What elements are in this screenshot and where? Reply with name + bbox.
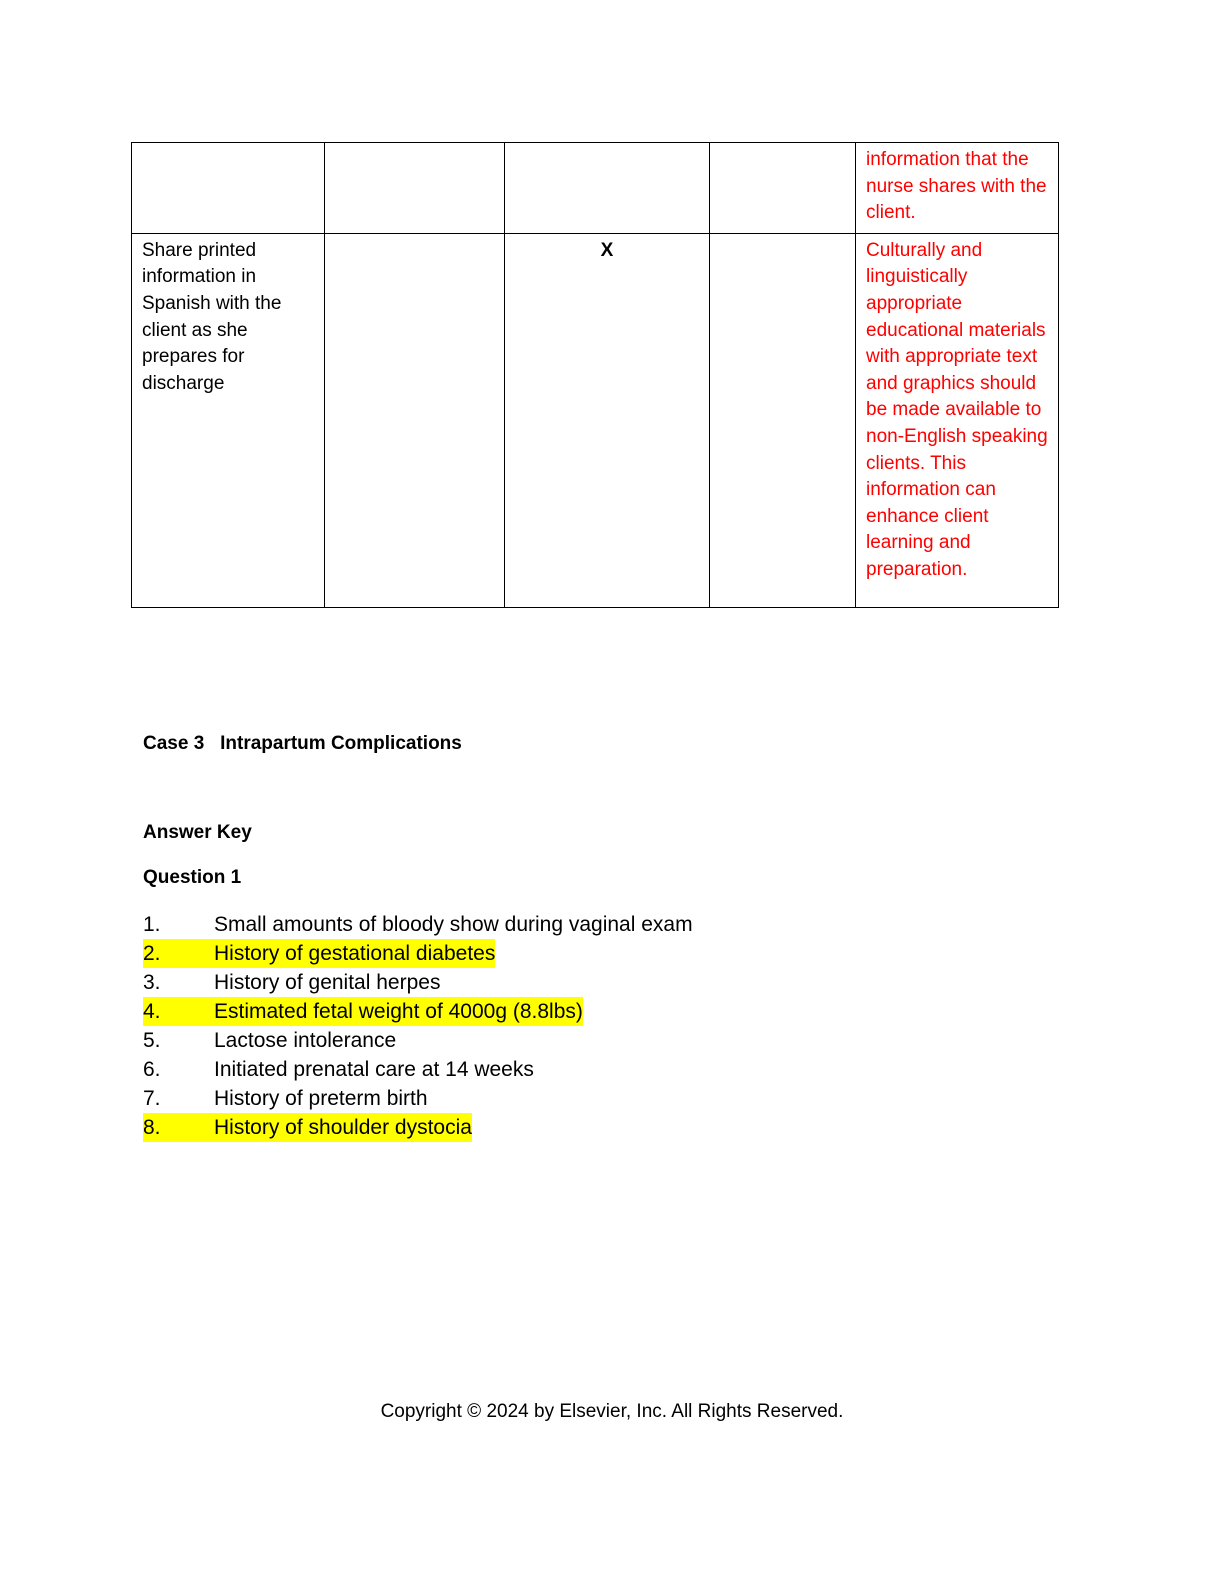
option-text-wrap bbox=[143, 910, 693, 939]
option-text-wrap bbox=[143, 1113, 472, 1142]
list-item bbox=[143, 968, 693, 997]
option-number: 7. bbox=[143, 1087, 161, 1110]
option-text: Lactose intolerance bbox=[214, 1029, 397, 1052]
list-item bbox=[143, 1084, 693, 1113]
option-number: 6. bbox=[143, 1058, 161, 1081]
option-text-wrap bbox=[143, 1026, 396, 1055]
option-text-wrap bbox=[143, 1055, 534, 1084]
option-text: History of genital herpes bbox=[214, 971, 441, 994]
option-number: 3. bbox=[143, 971, 161, 994]
question-title: Question 1 bbox=[143, 867, 242, 888]
option-number: 4. bbox=[143, 1000, 161, 1023]
option-text: History of preterm birth bbox=[214, 1087, 428, 1110]
option-number: 2. bbox=[143, 942, 161, 965]
table-cell-option-2 bbox=[505, 143, 710, 234]
table-row bbox=[132, 143, 1059, 234]
list-item bbox=[143, 997, 693, 1026]
table-cell-option-1 bbox=[325, 233, 505, 607]
option-text-wrap bbox=[143, 1084, 428, 1113]
copyright-footer: Copyright © 2024 by Elsevier, Inc. All Rights Reserved. bbox=[380, 1401, 844, 1422]
option-text: Small amounts of bloody show during vaginal exam bbox=[214, 913, 693, 936]
table-cell-rationale: Culturally and linguistically appropriate educational materials with appropriate text and graphics should be made available to non-English speaking clients. This information can enhance client learning and preparation. bbox=[856, 233, 1059, 607]
answer-key-title: Answer Key bbox=[143, 822, 252, 843]
option-text: History of gestational diabetes bbox=[214, 942, 496, 965]
option-text: Initiated prenatal care at 14 weeks bbox=[214, 1058, 534, 1081]
option-number: 1. bbox=[143, 913, 161, 936]
table-row bbox=[132, 233, 1059, 607]
table-cell-intervention: Share printed information in Spanish with the client as she prepares for discharge bbox=[132, 233, 325, 607]
option-text: Estimated fetal weight of 4000g (8.8lbs) bbox=[214, 1000, 583, 1023]
table-cell-option-1 bbox=[325, 143, 505, 234]
option-text-wrap bbox=[143, 997, 583, 1026]
option-number: 8. bbox=[143, 1116, 161, 1139]
list-item bbox=[143, 1113, 693, 1142]
list-item bbox=[143, 939, 693, 968]
option-text: History of shoulder dystocia bbox=[214, 1116, 472, 1139]
list-item bbox=[143, 1055, 693, 1084]
table-cell-option-3 bbox=[710, 143, 856, 234]
table-cell-option-3 bbox=[710, 233, 856, 607]
option-number: 5. bbox=[143, 1029, 161, 1052]
question-option-list bbox=[143, 910, 693, 1142]
table-cell-option-2-mark: X bbox=[505, 233, 710, 607]
table-cell-rationale: information that the nurse shares with the client. bbox=[856, 143, 1059, 234]
option-text-wrap bbox=[143, 968, 440, 997]
answer-table bbox=[131, 142, 1059, 608]
list-item bbox=[143, 910, 693, 939]
list-item bbox=[143, 1026, 693, 1055]
case-title: Case 3 Intrapartum Complications bbox=[143, 733, 462, 754]
table-cell-intervention bbox=[132, 143, 325, 234]
option-text-wrap bbox=[143, 939, 495, 968]
